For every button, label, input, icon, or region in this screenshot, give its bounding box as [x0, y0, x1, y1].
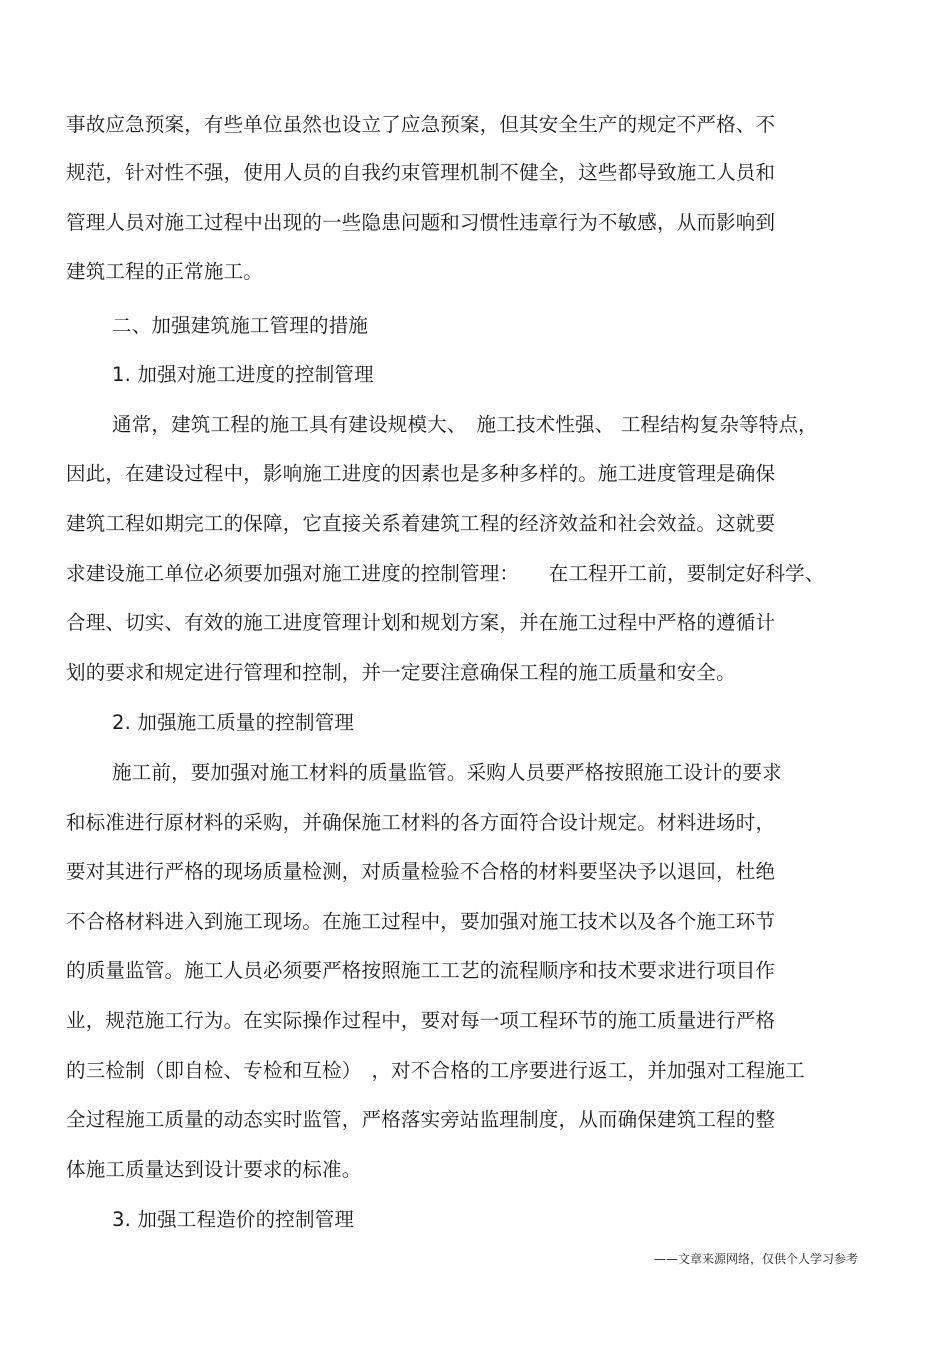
text-line: 求建设施工单位必须要加强对施工进度的控制管理： 在工程开工前，要制定好科学、 — [66, 562, 825, 585]
text-line: 全过程施工质量的动态实时监管，严格落实旁站监理制度，从而确保建筑工程的整 — [66, 1108, 776, 1131]
text-line: 要对其进行严格的现场质量检测，对质量检验不合格的材料要坚决予以退回，杜绝 — [66, 860, 776, 883]
text-line: 的质量监管。施工人员必须要严格按照施工工艺的流程顺序和技术要求进行项目作 — [66, 959, 776, 982]
text-line: 合理、切实、有效的施工进度管理计划和规划方案，并在施工过程中严格的遵循计 — [66, 611, 776, 634]
section-heading: 二、加强建筑施工管理的措施 — [112, 314, 369, 337]
text-line: 划的要求和规定进行管理和控制，并一定要注意确保工程的施工质量和安全。 — [66, 661, 736, 684]
text-line: 事故应急预案，有些单位虽然也设立了应急预案，但其安全生产的规定不严格、不 — [66, 113, 776, 136]
text-line: 施工前，要加强对施工材料的质量监管。采购人员要严格按照施工设计的要求 — [112, 761, 782, 784]
subsection-heading: 3. 加强工程造价的控制管理 — [112, 1208, 355, 1231]
text-line: 规范，针对性不强，使用人员的自我约束管理机制不健全，这些都导致施工人员和 — [66, 161, 776, 184]
source-footer: ——文章来源网络，仅供个人学习参考 — [653, 1252, 858, 1266]
text-line: 因此，在建设过程中，影响施工进度的因素也是多种多样的。施工进度管理是确保 — [66, 462, 776, 485]
text-line: 通常，建筑工程的施工具有建设规模大、 施工技术性强、 工程结构复杂等特点， — [112, 413, 818, 436]
subsection-heading: 1. 加强对施工进度的控制管理 — [112, 363, 374, 386]
text-line: 建筑工程如期完工的保障，它直接关系着建筑工程的经济效益和社会效益。这就要 — [66, 512, 776, 535]
text-line: 和标准进行原材料的采购，并确保施工材料的各方面符合设计规定。材料进场时， — [66, 811, 776, 834]
text-line: 的三检制（即自检、专检和互检） ，对不合格的工序要进行返工，并加强对工程施工 — [66, 1059, 805, 1082]
text-line: 管理人员对施工过程中出现的一些隐患问题和习惯性违章行为不敏感，从而影响到 — [66, 211, 776, 234]
text-line: 建筑工程的正常施工。 — [66, 260, 264, 283]
subsection-heading: 2. 加强施工质量的控制管理 — [112, 711, 355, 734]
text-line: 不合格材料进入到施工现场。在施工过程中，要加强对施工技术以及各个施工环节 — [66, 910, 776, 933]
text-line: 业，规范施工行为。在实际操作过程中，要对每一项工程环节的施工质量进行严格 — [66, 1009, 776, 1032]
text-line: 体施工质量达到设计要求的标准。 — [66, 1158, 362, 1181]
